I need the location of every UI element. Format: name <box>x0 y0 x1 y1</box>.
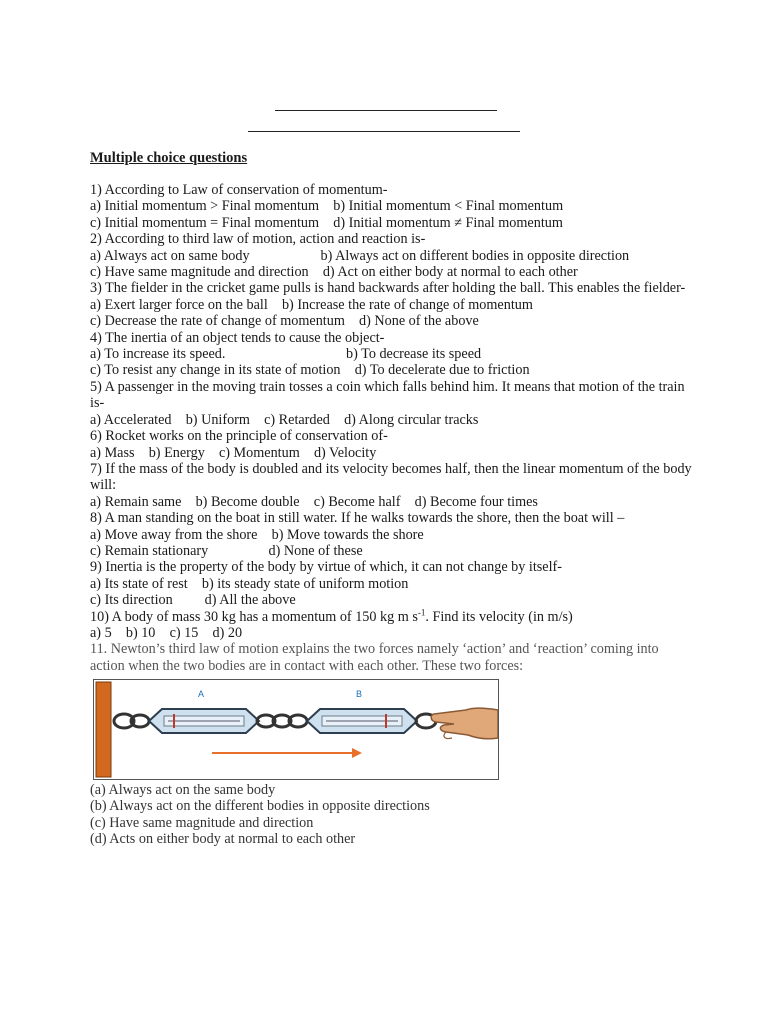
option-line: c) To resist any change in its state of motion d) To decelerate due to friction <box>90 362 530 379</box>
option-line: c) Remain stationary d) None of these <box>90 542 363 559</box>
option-line: a) 5 b) 10 c) 15 d) 20 <box>90 624 243 641</box>
question-line: will: <box>90 477 117 494</box>
option-line: (b) Always act on the different bodies in opposite directions <box>90 798 430 815</box>
option-line: a) Mass b) Energy c) Momentum d) Velocity <box>90 444 377 461</box>
option-line: c) Initial momentum = Final momentum d) Initial momentum ≠ Final momentum <box>90 214 563 231</box>
question-line: is- <box>90 395 105 412</box>
option-line: c) Have same magnitude and direction d) Act on either body at normal to each other <box>90 264 578 281</box>
option-line: c) Its direction d) All the above <box>90 592 296 609</box>
question-line: 7) If the mass of the body is doubled and its velocity becomes half, then the linear momentum of the body <box>90 460 692 477</box>
question-line: 8) A man standing on the boat in still water. If he walks towards the shore, then the boat will – <box>90 510 625 527</box>
question-line: 5) A passenger in the moving train tosses a coin which falls behind him. It means that motion of the train <box>90 378 685 395</box>
question-line-10 <box>90 606 690 625</box>
option-line: a) Move away from the shore b) Move towards the shore <box>90 526 424 543</box>
question-line: 9) Inertia is the property of the body by virtue of which, it can not change by itself- <box>90 559 562 576</box>
option-line: c) Decrease the rate of change of momentum d) None of the above <box>90 313 479 330</box>
title-blank-line <box>248 131 520 132</box>
option-line: a) Always act on same body b) Always act on different bodies in opposite direction <box>90 247 630 264</box>
spring-balance-illustration <box>94 680 498 779</box>
spring-balance-figure <box>93 679 499 780</box>
question-line: 2) According to third law of motion, action and reaction is- <box>90 231 426 248</box>
hand-icon <box>431 708 498 739</box>
name-blank-line <box>275 110 497 111</box>
option-line: (d) Acts on either body at normal to each other <box>90 831 356 848</box>
option-line: a) Initial momentum > Final momentum b) Initial momentum < Final momentum <box>90 198 564 215</box>
questions-block <box>90 182 690 674</box>
option-line: (a) Always act on the same body <box>90 782 276 798</box>
option-line: a) Exert larger force on the ball b) Increase the rate of change of momentum <box>90 296 533 313</box>
q10-exponent: -1 <box>417 606 426 617</box>
label-b: B <box>356 689 363 699</box>
question-line: 1) According to Law of conservation of momentum- <box>90 182 388 198</box>
q10-text-end: . Find its velocity (in m/s) <box>425 608 573 625</box>
q10-text: 10) A body of mass 30 kg has a momentum of 150 kg m s <box>90 608 418 625</box>
question-line: 6) Rocket works on the principle of conservation of- <box>90 428 388 445</box>
q11-options <box>90 782 690 848</box>
option-line: a) Its state of rest b) its steady state of uniform motion <box>90 575 409 592</box>
option-line: a) Accelerated b) Uniform c) Retarded d) Along circular tracks <box>90 411 479 428</box>
section-heading: Multiple choice questions <box>90 150 248 166</box>
question-line: action when the two bodies are in contact with each other. These two forces: <box>90 657 524 674</box>
option-line: a) Remain same b) Become double c) Become half d) Become four times <box>90 493 538 510</box>
wall-icon <box>96 682 111 777</box>
option-line: a) To increase its speed. b) To decrease its speed <box>90 346 482 363</box>
option-line: (c) Have same magnitude and direction <box>90 814 314 831</box>
question-line: 3) The fielder in the cricket game pulls is hand backwards after holding the ball. This enables the fielder- <box>90 280 686 297</box>
label-a: A <box>198 689 205 699</box>
question-line: 11. Newton’s third law of motion explains the two forces namely ‘action’ and ‘reaction’ coming into <box>90 641 659 658</box>
question-line: 4) The inertia of an object tends to cause the object- <box>90 329 385 346</box>
